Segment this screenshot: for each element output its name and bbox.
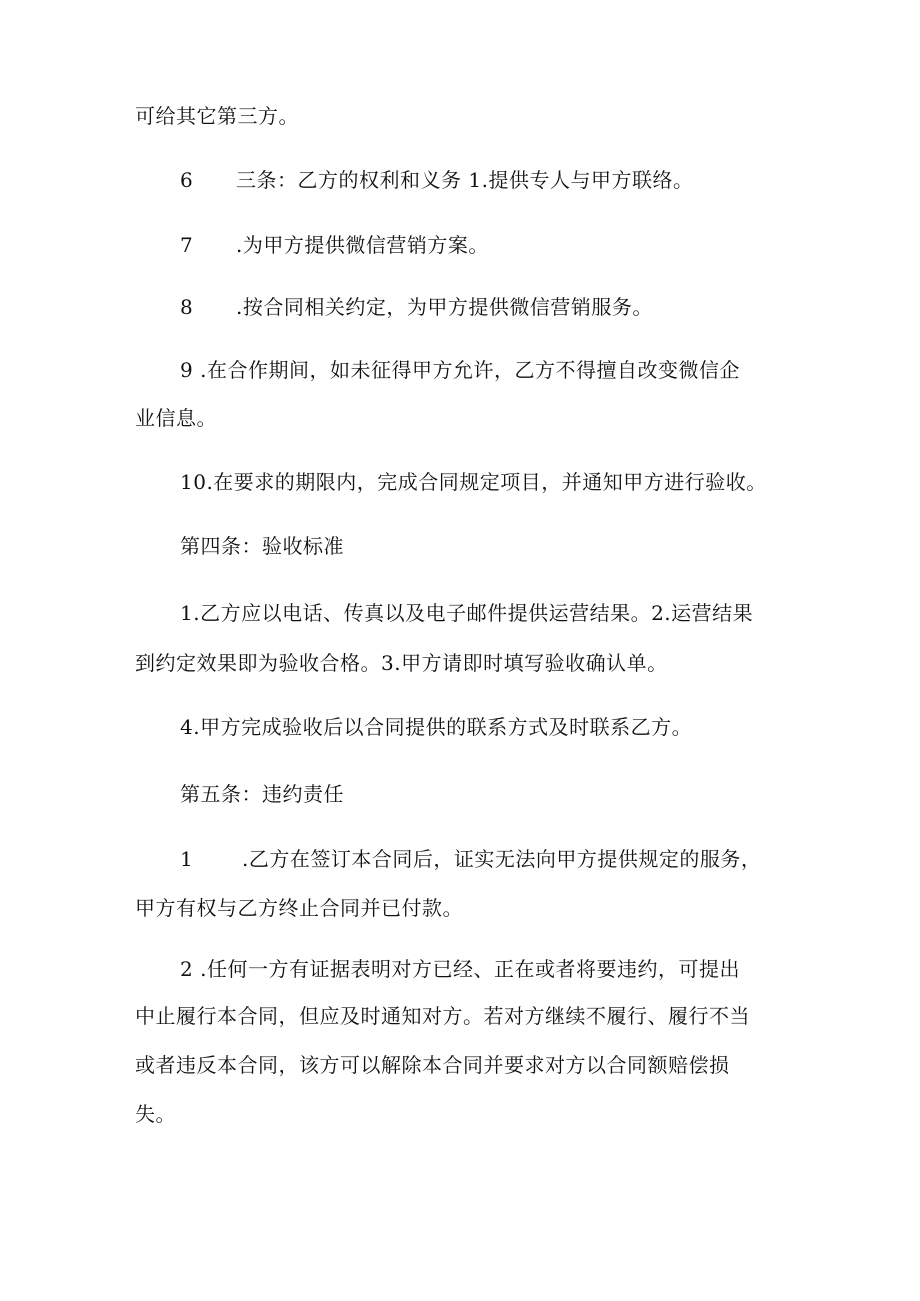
line-text: 10.在要求的期限内，完成合同规定项目，并通知甲方进行验收。 <box>180 470 767 494</box>
clause-number: 1 <box>180 847 194 871</box>
line-text: 或者违反本合同，该方可以解除本合同并要求对方以合同额赔偿损 <box>135 1053 730 1077</box>
text-line <box>180 357 740 383</box>
section-heading <box>180 533 344 559</box>
line-text: .按合同相关约定，为甲方提供微信营销服务。 <box>236 295 653 319</box>
line-text: 9 .在合作期间，如未征得甲方允许，乙方不得擅自改变微信企 <box>180 358 740 382</box>
text-line <box>180 600 753 626</box>
line-text: .乙方在签订本合同后，证实无法向甲方提供规定的服务， <box>242 847 762 871</box>
text-line <box>135 650 668 676</box>
text-line <box>135 1101 176 1127</box>
line-text: 业信息。 <box>135 406 217 430</box>
line-text: 三条：乙方的权利和义务 1.提供专人与甲方联络。 <box>236 168 694 192</box>
line-text: 甲方有权与乙方终止合同并已付款。 <box>135 896 463 920</box>
text-line <box>135 103 299 129</box>
line-text: 1.乙方应以电话、传真以及电子邮件提供运营结果。2.运营结果 <box>180 601 754 625</box>
clause-line <box>180 232 489 258</box>
line-text: 到约定效果即为验收合格。3.甲方请即时填写验收确认单。 <box>135 651 668 675</box>
section-heading-text: 第五条：违约责任 <box>180 782 344 806</box>
section-heading <box>180 781 344 807</box>
clause-number: 7 <box>180 233 194 257</box>
text-line <box>135 895 463 921</box>
clause-line <box>180 846 761 872</box>
text-line <box>180 956 740 982</box>
text-line <box>135 1003 750 1029</box>
line-text: 4.甲方完成验收后以合同提供的联系方式及时联系乙方。 <box>180 715 693 739</box>
line-text: 可给其它第三方。 <box>135 104 299 128</box>
text-line <box>135 405 217 431</box>
text-line <box>180 714 692 740</box>
clause-number: 8 <box>180 295 194 319</box>
line-text: .为甲方提供微信营销方案。 <box>236 233 489 257</box>
line-text: 失。 <box>135 1102 176 1126</box>
line-text: 2 .任何一方有证据表明对方已经、正在或者将要违约，可提出 <box>180 957 740 981</box>
clause-line <box>180 294 653 320</box>
section-heading-text: 第四条：验收标准 <box>180 534 344 558</box>
clause-line <box>180 167 693 193</box>
text-line <box>180 469 767 495</box>
line-text: 中止履行本合同，但应及时通知对方。若对方继续不履行、履行不当 <box>135 1004 750 1028</box>
text-line <box>135 1052 730 1078</box>
clause-number: 6 <box>180 168 194 192</box>
